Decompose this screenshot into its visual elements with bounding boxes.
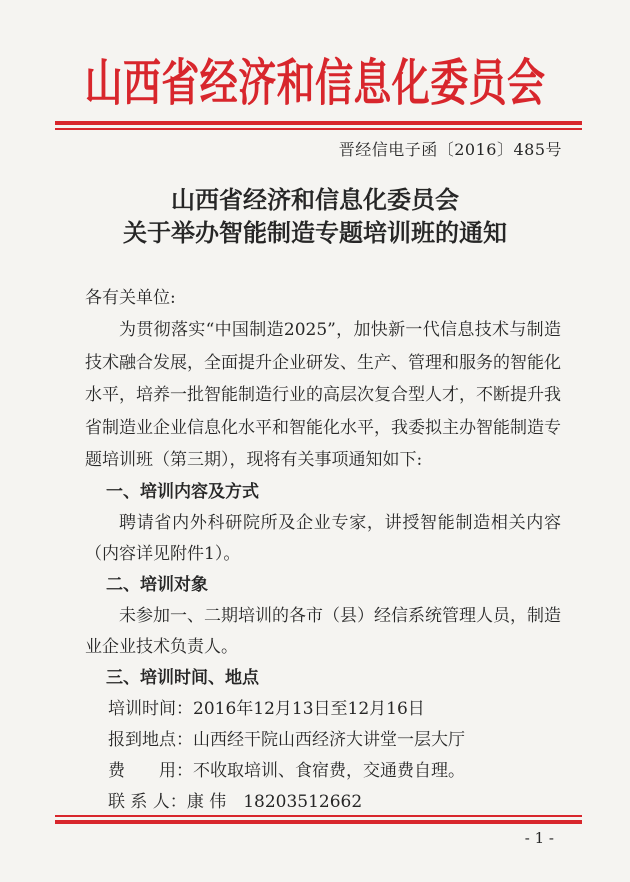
section-paragraph-content-and-method: 聘请省内外科研院所及企业专家，讲授智能制造相关内容（内容详见附件1）。 <box>85 512 561 564</box>
section-paragraph-participants: 未参加一、二期培训的各市（县）经信系统管理人员，制造业企业技术负责人。 <box>85 605 561 657</box>
page-number: - 1 - <box>524 829 554 847</box>
letterhead-rule-thin <box>55 128 582 130</box>
detail-label: 报到地点： <box>108 729 193 750</box>
footer-rule-thin <box>55 815 582 817</box>
detail-label: 费 用： <box>108 760 193 781</box>
document-number: 晋经信电子函〔2016〕485号 <box>338 140 562 159</box>
footer-rule-thick <box>55 820 582 824</box>
detail-value: 2016年12月13日至12月16日 <box>193 698 425 719</box>
letterhead-org-name: 山西省经济和信息化委员会 <box>84 52 546 113</box>
letterhead-rule-thick <box>55 121 582 125</box>
salutation: 各有关单位: <box>85 288 176 308</box>
intro-paragraph: 为贯彻落实“中国制造2025”，加快新一代信息技术与制造技术融合发展，全面提升企业研发、生产、管理和服务的智能化水平，培养一批智能制造行业的高层次复合型人才，不断提升我省制造业企业信息化水平和智能化水平，我委拟主办智能制造专题培训班（第三期），现将有关事项通知如下: <box>85 320 561 470</box>
detail-item-registration-place <box>85 725 561 756</box>
detail-label: 联 系 人： <box>108 791 187 812</box>
detail-item-fees <box>85 756 561 787</box>
detail-value: 山西经干院山西经济大讲堂一层大厅 <box>193 729 465 750</box>
section-heading-time-and-place: 三、培训时间、地点 <box>106 667 259 688</box>
document-title <box>0 183 630 249</box>
title-line-issuer: 山西省经济和信息化委员会 <box>171 185 459 214</box>
document-body <box>85 283 561 818</box>
detail-value: 不收取培训、食宿费，交通费自理。 <box>193 760 465 781</box>
title-line-subject: 关于举办智能制造专题培训班的通知 <box>123 218 507 247</box>
section-heading-participants: 二、培训对象 <box>106 574 208 595</box>
detail-value: 康 伟 18203512662 <box>186 791 363 812</box>
detail-label: 培训时间： <box>108 698 193 719</box>
section-heading-content-and-method: 一、培训内容及方式 <box>106 481 259 502</box>
detail-item-training-time <box>85 694 561 725</box>
detail-item-contact <box>85 787 561 818</box>
